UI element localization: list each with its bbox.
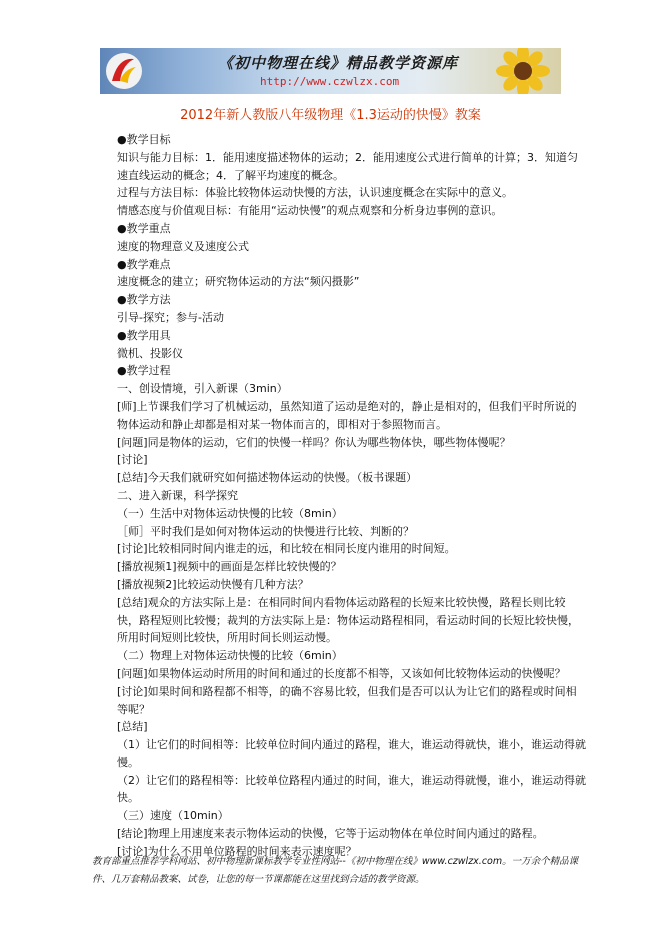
content-line: 情感态度与价值观目标：有能用“运动快慢”的观点观察和分析身边事例的意识。 [117,204,503,218]
sunflower-icon [493,48,553,94]
content-line: [播放视频2]比较运动快慢有几种方法？ [117,577,309,591]
content-line: [讨论]比较相同时间内谁走的远，和比较在相同长度内谁用的时间短。 [117,542,456,556]
content-line: （一）生活中对物体运动快慢的比较（8min） [117,506,343,520]
content-line: ［师］平时我们是如何对物体运动的快慢进行比较、判断的？ [117,524,414,538]
content-line: ●教学目标 [117,133,171,146]
content-line: 二、进入新课，科学探究 [117,488,238,502]
content-line: [讨论]为什么不用单位路程的时间来表示速度呢？ [117,844,357,858]
content-line: 过程与方法目标：体验比较物体运动快慢的方法，认识速度概念在实际中的意义。 [117,186,513,200]
content-line: ●教学方法 [117,293,171,307]
content-line: [师]上节课我们学习了机械运动，虽然知道了运动是绝对的，静止是相对的，但我们平时所说的物体运动和静止却都是相对某一物体而言的，即相对于参照物而言。 [117,399,577,431]
content-line: ●教学难点 [117,257,171,271]
content-line: [总结]观众的方法实际上是：在相同时间内看物体运动路程的长短来比较快慢，路程长则比较快，路程短则比较慢；裁判的方法实际上是：物体运动路程相同，看运动时间的长短比较快慢，所用时间短则比较快，所用时间长则运动慢。 [117,595,579,645]
content-line: [问题]同是物体的运动，它们的快慢一样吗？你认为哪些物体快，哪些物体慢呢？ [117,435,511,449]
content-line: ●教学用具 [117,328,171,342]
content-line: [讨论] [117,453,148,467]
content-line: [总结]今天我们就研究如何描述物体运动的快慢。（板书课题） [117,471,418,485]
content-line: （三）速度（10min） [117,809,229,823]
content-line: 一、创设情境，引入新课（3min） [117,382,288,396]
content-line: [讨论]如果时间和路程都不相等，的确不容易比较，但我们是否可以认为让它们的路程或时间相等呢？ [117,684,577,716]
banner-title: 《初中物理在线》精品教学资源库 [218,54,459,72]
content-line: ●教学重点 [117,221,171,235]
content-line: 速度概念的建立；研究物体运动的方法“频闪摄影” [117,275,360,289]
content-line: 微机、投影仪 [117,346,183,360]
site-footer: 教育部重点推荐学科网站、初中物理新课标教学专业性网站--《初中物理在线》www.czwlzx.com。一万余个精品课件、几万套精品教案、试卷，让您的每一节课都能在这里找到合适的教学资源。 [92,856,579,885]
site-banner [100,48,561,94]
content-line: [问题]如果物体运动时所用的时间和通过的长度都不相等，又该如何比较物体运动的快慢呢？ [117,666,566,680]
content-line: [总结] [117,720,148,734]
content-line: ●教学过程 [117,364,171,378]
content-line: 引导-探究；参与-活动 [117,310,224,324]
content-line: 速度的物理意义及速度公式 [117,239,249,253]
content-line: [结论]物理上用速度来表示物体运动的快慢，它等于运动物体在单位时间内通过的路程。 [117,827,544,841]
lesson-plan-body [117,131,587,861]
document-title: 2012年新人教版八年级物理《1.3运动的快慢》教案 [180,108,481,123]
site-logo-icon [104,51,144,91]
banner-url: http://www.czwlzx.com [260,75,400,88]
content-line: （二）物理上对物体运动快慢的比较（6min） [117,649,343,663]
content-line: （1）让它们的时间相等：比较单位时间内通过的路程，谁大，谁运动得就快，谁小，谁运动得就慢。 [117,738,586,769]
content-line: [播放视频1]视频中的画面是怎样比较快慢的？ [117,560,342,574]
content-line: （2）让它们的路程相等：比较单位路程内通过的时间，谁大，谁运动得就慢，谁小，谁运动得就快。 [117,773,586,805]
content-line: 知识与能力目标：1．能用速度描述物体的运动；2．能用速度公式进行简单的计算；3．知道匀速直线运动的概念；4．了解平均速度的概念。 [117,150,578,182]
